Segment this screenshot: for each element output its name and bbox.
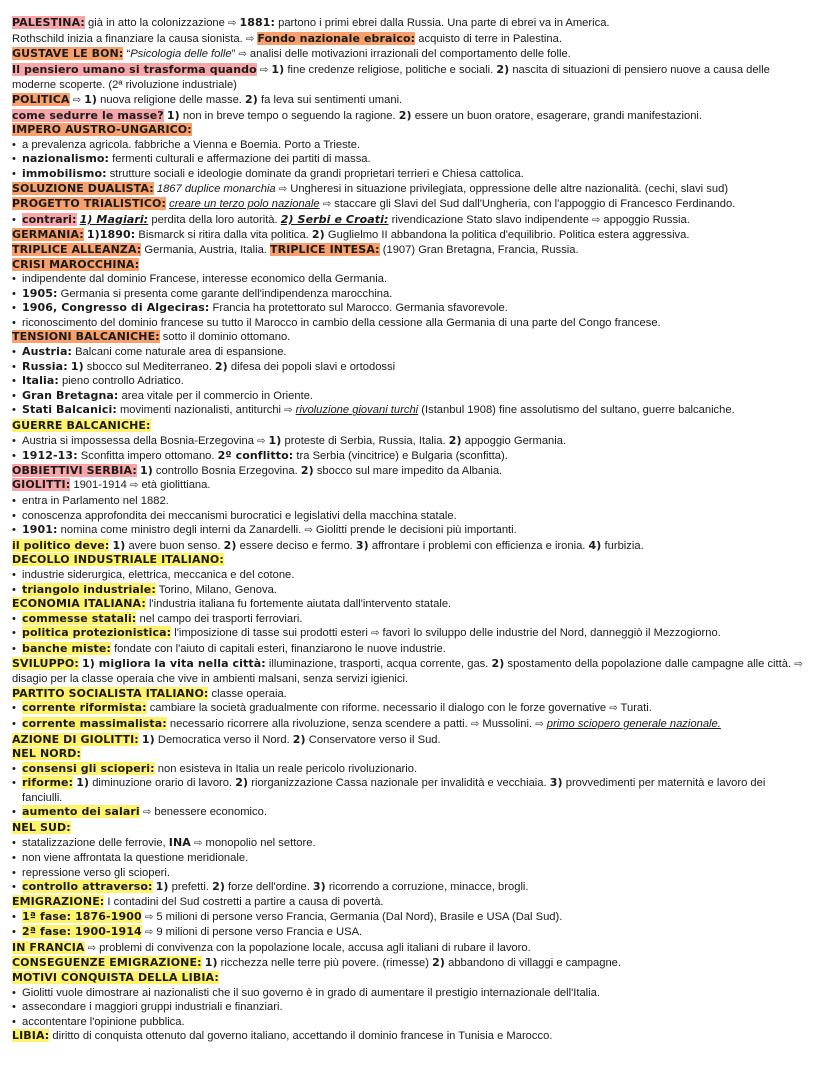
keyword: DECOLLO INDUSTRIALE ITALIANO: (12, 553, 224, 567)
text-span: diminuzione orario di lavoro. (89, 777, 236, 790)
text-span: rivendicazione Stato slavo indipendente (388, 213, 592, 226)
keyword: TENSIONI BALCANICHE: (12, 330, 160, 344)
text-line (12, 523, 808, 539)
text-line (12, 63, 808, 93)
text-line (12, 642, 808, 657)
text-line (12, 1000, 808, 1015)
keyword: 2) (448, 433, 462, 447)
text-span: primo sciopero generale nazionale. (546, 717, 721, 730)
text-span: (1907) Gran Bretagna, Francia, Russia. (379, 243, 579, 256)
text-span: cambiare la società gradualmente con riforme. necessario il dialogo con le forze governative (146, 702, 610, 715)
text-line (12, 32, 808, 48)
keyword: consensi gli scioperi: (22, 761, 155, 775)
text-span: forze dell'ordine. (224, 881, 313, 894)
text-line (12, 583, 808, 598)
arrow-icon: ⇨ (227, 18, 237, 29)
text-line (12, 152, 808, 167)
text-line (12, 434, 808, 450)
text-span: strutture sociali e ideologie dominate da grandi proprietari terrieri e Chiesa cattolica. (106, 167, 524, 180)
arrow-icon: ⇨ (194, 837, 203, 849)
text-span: ricorrendo a corruzione, minacce, brogli. (325, 881, 529, 894)
keyword: PROGETTO TRIALISTICO: (12, 197, 166, 211)
text-span: acquisto di terre in Palestina. (415, 32, 562, 45)
text-span: a prevalenza agricola. fabbriche a Vienna e Boemia. Porto a Trieste. (22, 138, 361, 151)
arrow-icon: ⇨ (238, 49, 247, 61)
keyword: 1) (141, 732, 155, 746)
text-span: 1901-1914 (70, 479, 130, 492)
text-line (12, 182, 808, 198)
keyword: triangolo industriale: (22, 582, 156, 596)
keyword: TRIPLICE ALLEANZA: (12, 242, 142, 256)
text-line (12, 866, 808, 881)
text-span: essere un buon oratore, esagerare, grandi manifestazioni. (411, 109, 703, 122)
keyword: 1) (204, 956, 218, 970)
text-line (12, 47, 808, 63)
keyword: ECONOMIA ITALIANA: (12, 597, 146, 611)
keyword: corrente riformista: (22, 701, 147, 715)
text-span: fondate con l'aiuto di capitali esteri, finanziarono le nuove industrie. (110, 642, 446, 655)
keyword: SVILUPPO: (12, 656, 79, 670)
text-span: accontentare l'opinione pubblica. (22, 1015, 185, 1028)
text-line (12, 687, 808, 702)
keyword: GERMANIA: (12, 228, 84, 242)
keyword: Russia: (22, 359, 68, 373)
keyword: GIOLITTI: (12, 478, 71, 492)
text-line (12, 1015, 808, 1030)
text-line (12, 776, 808, 805)
keyword: 4) (588, 538, 602, 552)
keyword: 2) (491, 656, 505, 670)
text-span: avere buon senso. (125, 539, 224, 552)
arrow-icon: ⇨ (257, 435, 266, 447)
text-line (12, 316, 808, 331)
text-line (12, 701, 808, 717)
text-line (12, 301, 808, 316)
keyword: 1901: (22, 523, 58, 537)
text-span: industrie siderurgica, elettrica, meccanica e del cotone. (22, 568, 295, 581)
keyword: 1) migliora la vita nella città: (81, 656, 266, 670)
text-line (12, 258, 808, 273)
keyword: CRISI MAROCCHINA: (12, 257, 140, 271)
text-line (12, 449, 808, 464)
keyword: Il pensiero umano si trasforma quando (12, 62, 257, 76)
text-span: essere deciso e fermo. (236, 539, 356, 552)
keyword: 1) (268, 433, 282, 447)
keyword: LIBIA: (12, 1029, 50, 1043)
text-span: Mussolini. (479, 717, 536, 730)
text-line (12, 167, 808, 182)
arrow-icon: ⇨ (144, 911, 154, 923)
text-span: ” (231, 48, 239, 61)
keyword: OBBIETTIVI SERBIA: (12, 463, 137, 477)
keyword: NEL NORD: (12, 747, 82, 761)
keyword: 1) (76, 776, 90, 790)
text-span: Rothschild inizia a finanziare la causa sionista. (12, 32, 246, 45)
keyword: CONSEGUENZE EMIGRAZIONE: (12, 956, 202, 970)
text-span: nascita di situazioni di pensiero nuove a causa delle moderne scoperte. (2ª rivoluzione industriale) (12, 63, 770, 92)
text-span: favorì lo sviluppo delle industrie del Nord, danneggiò il Mezzogiorno. (379, 627, 721, 640)
keyword: PALESTINA: (12, 16, 85, 29)
text-span: Conservatore verso il Sud. (305, 733, 441, 746)
text-line (12, 986, 808, 1001)
arrow-icon: ⇨ (245, 33, 255, 45)
arrow-icon: ⇨ (142, 807, 152, 819)
keyword: 1)1890: (86, 228, 136, 242)
keyword: 2º conflitto: (217, 449, 294, 463)
keyword: TRIPLICE INTESA: (270, 242, 380, 256)
text-span: 9 milioni di persone verso Francia e USA. (153, 926, 363, 939)
text-span: riconoscimento del dominio francese su tutto il Marocco in cambio della cessione alla Germania di una parte del Congo francese. (22, 316, 661, 329)
text-line (12, 626, 808, 642)
text-span: Balcani come naturale area di espansione. (71, 346, 287, 359)
keyword: 2) Serbi e Croati: (280, 212, 389, 226)
keyword: 1906, Congresso di Algeciras: (22, 301, 210, 315)
text-line (12, 1029, 808, 1044)
text-line (12, 138, 808, 153)
keyword: 2) (235, 776, 249, 790)
arrow-icon: ⇨ (87, 942, 97, 954)
text-line (12, 389, 808, 404)
text-line (12, 197, 808, 213)
text-span: fermenti culturali e affermazione dei partiti di massa. (109, 153, 371, 166)
keyword: IN FRANCIA (12, 940, 85, 954)
arrow-icon: ⇨ (304, 525, 313, 537)
text-span: 1867 duplice monarchia (156, 182, 276, 195)
text-span: Giolitti vuole dimostrare ai nazionalisti che il suo governo è in grado di aumentare il prestigio internazionale dell'Italia. (22, 986, 600, 999)
keyword: 1) Magiari: (79, 212, 149, 226)
text-line (12, 374, 808, 389)
text-span: creare un terzo polo nazionale (169, 198, 320, 211)
text-line (12, 228, 808, 243)
text-line (12, 762, 808, 777)
keyword: 1912-13: (22, 449, 78, 463)
keyword: 1905: (22, 286, 58, 300)
text-line (12, 925, 808, 941)
arrow-icon: ⇨ (284, 405, 293, 417)
text-span: già in atto la colonizzazione (84, 17, 228, 29)
text-line (12, 330, 808, 345)
keyword: riforme: (22, 776, 74, 790)
keyword: INA (168, 835, 191, 849)
keyword: aumento dei salari (22, 805, 140, 819)
text-span: non viene affrontata la questione meridionale. (22, 852, 249, 865)
text-span: pieno controllo Adriatico. (58, 375, 184, 388)
text-span: Germania, Austria, Italia. (141, 243, 271, 256)
text-span: controllo Bosnia Erzegovina. (152, 464, 301, 477)
keyword: 2) (212, 880, 225, 894)
text-span: Giolitti prende le decisioni più importanti. (312, 524, 517, 537)
text-span: sbocco sul mare impedito da Albania. (313, 464, 503, 477)
text-span: classe operaia. (208, 687, 287, 700)
text-line (12, 910, 808, 926)
keyword: Fondo nazionale ebraico: (257, 31, 416, 45)
text-span: area vitale per il commercio in Oriente. (118, 389, 314, 402)
text-span: appoggio Germania. (461, 434, 567, 447)
arrow-icon: ⇨ (370, 628, 380, 640)
arrow-icon: ⇨ (278, 183, 288, 195)
text-line (12, 895, 808, 910)
text-span: l'imposizione di tasse sui prodotti esteri (171, 627, 371, 640)
text-span: rivoluzione giovani turchi (295, 404, 419, 417)
text-span: illuminazione, trasporti, acqua corrente, gas. (265, 657, 492, 670)
text-line (12, 941, 808, 957)
keyword: 2ª fase: 1900-1914 (22, 925, 142, 939)
text-span: non esisteva in Italia un reale pericolo rivoluzionario. (154, 762, 418, 775)
text-span: Democratica verso il Nord. (154, 733, 293, 746)
text-span: nomina come ministro degli interni da Zanardelli. (57, 524, 305, 537)
text-span: Guglielmo II abbandona la politica d'equilibrio. Politica estera aggressiva. (324, 229, 690, 242)
keyword: SOLUZIONE DUALISTA: (12, 181, 154, 195)
text-span: nel campo dei trasporti ferroviari. (136, 612, 303, 625)
text-span: età giolittiana. (138, 479, 211, 492)
text-line (12, 612, 808, 627)
text-line (12, 851, 808, 866)
keyword: banche miste: (22, 641, 111, 655)
text-span: fine credenze religiose, politiche e sociali. (284, 63, 497, 76)
text-span: tra Serbia (vincitrice) e Bulgaria (sconfitta). (293, 450, 508, 463)
text-span: indipendente dal dominio Francese, interesse economico della Germania. (22, 273, 388, 286)
arrow-icon: ⇨ (259, 64, 269, 76)
text-line (12, 568, 808, 583)
arrow-icon: ⇨ (72, 94, 81, 106)
arrow-icon: ⇨ (144, 927, 154, 939)
text-line (12, 553, 808, 568)
text-span: appoggio Russia. (600, 213, 690, 226)
keyword: corrente massimalista: (22, 716, 167, 730)
keyword: 1) (84, 92, 97, 106)
keyword: 2) (398, 108, 412, 122)
keyword: commesse statali: (22, 611, 137, 625)
text-span: statalizzazione delle ferrovie, (22, 836, 169, 849)
text-line (12, 345, 808, 360)
text-span: Ungheresi in situazione privilegiata, oppressione delle altre nazionalità. (cechi, slavi sud) (287, 182, 729, 195)
text-span: riorganizzazione Cassa nazionale per invalidità e vecchiaia. (248, 777, 550, 790)
keyword: 1) (271, 62, 285, 76)
text-span: Bismarck si ritira dalla vita politica. (135, 229, 312, 242)
text-line (12, 733, 808, 748)
text-span: perdita della loro autorità. (148, 213, 281, 226)
keyword: 1881: (239, 16, 275, 29)
text-span: Germania si presenta come garante dell'indipendenza marocchina. (57, 287, 393, 300)
keyword: 1ª fase: 1876-1900 (22, 909, 142, 923)
text-span: Psicologia delle folle (130, 48, 232, 61)
text-span: partono i primi ebrei dalla Russia. Una parte di ebrei va in America. (275, 17, 610, 29)
text-span: Turati. (617, 702, 652, 715)
text-line (12, 657, 808, 687)
keyword: GUERRE BALCANICHE: (12, 419, 151, 433)
arrow-icon: ⇨ (794, 658, 803, 670)
keyword: Italia: (22, 374, 59, 388)
text-span: monopolio nel settore. (202, 836, 316, 849)
text-line (12, 597, 808, 612)
text-span: proteste di Serbia, Russia, Italia. (281, 434, 449, 447)
text-span: non in breve tempo o seguendo la ragione. (179, 109, 399, 122)
text-span: assecondare i maggiori gruppi industriali e finanziari. (22, 1001, 283, 1014)
text-span: 5 milioni di persone verso Francia, Germania (Dal Nord), Brasile e USA (Dal Sud). (153, 910, 563, 923)
arrow-icon: ⇨ (535, 718, 544, 730)
text-span: nuova religione delle masse. (97, 93, 246, 106)
keyword: controllo attraverso: (22, 880, 153, 894)
keyword: il politico deve: (12, 538, 110, 552)
text-span: affrontare i problemi con efficienza e ironia. (368, 539, 589, 552)
keyword: 3) (355, 538, 369, 552)
text-line (12, 213, 808, 229)
text-span: sotto il dominio ottomano. (159, 331, 291, 344)
text-line (12, 956, 808, 971)
text-span: analisi delle motivazioni irrazionali del comportamento delle folle. (246, 48, 571, 61)
keyword: 2) (300, 463, 314, 477)
text-span: I contadini del Sud costretti a partire a causa di povertà. (104, 896, 384, 909)
text-span: abbandono di villaggi e campagne. (444, 957, 622, 970)
text-line (12, 93, 808, 109)
keyword: EMIGRAZIONE: (12, 895, 105, 909)
keyword: 2) (292, 732, 306, 746)
keyword: MOTIVI CONQUISTA DELLA LIBIA: (12, 971, 219, 984)
keyword: POLITICA (12, 92, 70, 106)
arrow-icon: ⇨ (609, 703, 618, 715)
keyword: GUSTAVE LE BON: (12, 47, 124, 61)
text-line (12, 464, 808, 479)
arrow-icon: ⇨ (129, 480, 139, 492)
text-line (12, 494, 808, 509)
text-span: Francia ha protettorato sul Marocco. Germania sfavorevole. (209, 302, 508, 315)
arrow-icon: ⇨ (591, 214, 601, 226)
text-span: movimenti nazionalisti, antiturchi (116, 404, 285, 417)
text-line (12, 539, 808, 554)
keyword: 1) (166, 108, 180, 122)
text-line (12, 109, 808, 124)
keyword: 2) (223, 538, 237, 552)
text-span: diritto di conquista ottenuto dal governo italiano, accettando il dominio francese in Tunisia e Marocco. (49, 1030, 553, 1043)
text-line (12, 971, 808, 986)
keyword: 1) (139, 463, 153, 477)
keyword: AZIONE DI GIOLITTI: (12, 732, 139, 746)
text-span: l'industria italiana fu fortemente aiutata dall'intervento statale. (145, 598, 452, 611)
text-span: (Istanbul 1908) fine assolutismo del sultano, guerre balcaniche. (418, 404, 735, 417)
keyword: politica protezionistica: (22, 626, 172, 640)
keyword: 1) (70, 359, 84, 373)
keyword: come sedurre le masse? (12, 108, 164, 122)
keyword: 3) (312, 880, 326, 894)
arrow-icon: ⇨ (322, 199, 332, 211)
text-line (12, 287, 808, 302)
text-span: benessere economico. (151, 806, 267, 819)
text-line (12, 509, 808, 524)
text-span: disagio per la classe operaia che vive in ambienti malsani, senza servizi igienici. (12, 673, 409, 686)
text-line (12, 419, 808, 434)
text-line (12, 880, 808, 895)
keyword: 2) (432, 956, 445, 970)
arrow-icon: ⇨ (470, 718, 480, 730)
keyword: PARTITO SOCIALISTA ITALIANO: (12, 686, 209, 700)
text-span: Sconfitta impero ottomano. (77, 450, 218, 463)
keyword: nazionalismo: (22, 152, 110, 166)
keyword: immobilismo: (22, 166, 107, 180)
text-line (12, 478, 808, 494)
text-span: staccare gli Slavi del Sud dall'Ungheria, con l'appoggio di Francesco Ferdinando. (331, 198, 736, 211)
text-span: provvedimenti per maternità e lavoro dei fanciulli. (22, 777, 766, 804)
text-span: sbocco sul Mediterraneo. (83, 360, 215, 373)
text-span: Austria si impossessa della Bosnia-Erzegovina (22, 434, 258, 447)
keyword: IMPERO AUSTRO-UNGARICO: (12, 123, 192, 137)
text-span: conoscenza approfondita dei meccanismi burocratici e legislativi della macchina statale. (22, 509, 457, 522)
text-span: furbizia. (601, 539, 644, 552)
text-span: fa leva sui sentimenti umani. (257, 93, 403, 106)
keyword: NEL SUD: (12, 821, 71, 835)
text-line (12, 403, 808, 419)
keyword: Austria: (22, 345, 72, 359)
keyword: Gran Bretagna: (22, 388, 119, 402)
text-span: entra in Parlamento nel 1882. (22, 495, 169, 507)
text-span: necessario ricorrere alla rivoluzione, senza scendere a patti. (166, 717, 471, 730)
text-line (12, 717, 808, 733)
keyword: contrari: (22, 212, 77, 226)
text-span: ricchezza nelle terre più povere. (rimesse) (217, 957, 433, 970)
keyword: 1) (112, 538, 126, 552)
text-line (12, 272, 808, 287)
text-line (12, 821, 808, 836)
keyword: 2) (496, 62, 510, 76)
keyword: 2) (214, 359, 228, 373)
keyword: 1) (155, 880, 169, 894)
text-line (12, 243, 808, 258)
text-span: prefetti. (168, 881, 213, 894)
text-span: problemi di convivenza con la popolazione locale, accusa agli italiani di rubare il lavoro. (96, 941, 531, 954)
keyword: 3) (549, 776, 563, 790)
text-line (12, 123, 808, 138)
text-span: spostamento della popolazione dalle campagne alle città. (504, 657, 795, 670)
text-line (12, 836, 808, 852)
text-span: repressione verso gli scioperi. (22, 866, 170, 879)
keyword: 2) (311, 228, 325, 242)
text-line (12, 805, 808, 821)
text-span: “ (123, 48, 131, 61)
text-line (12, 16, 808, 32)
text-span: Torino, Milano, Genova. (155, 583, 277, 596)
text-span: difesa dei popoli slavi e ortodossi (227, 360, 396, 373)
text-line (12, 747, 808, 762)
text-line (12, 360, 808, 375)
keyword: 2) (245, 92, 258, 106)
keyword: Stati Balcanici: (22, 403, 117, 417)
